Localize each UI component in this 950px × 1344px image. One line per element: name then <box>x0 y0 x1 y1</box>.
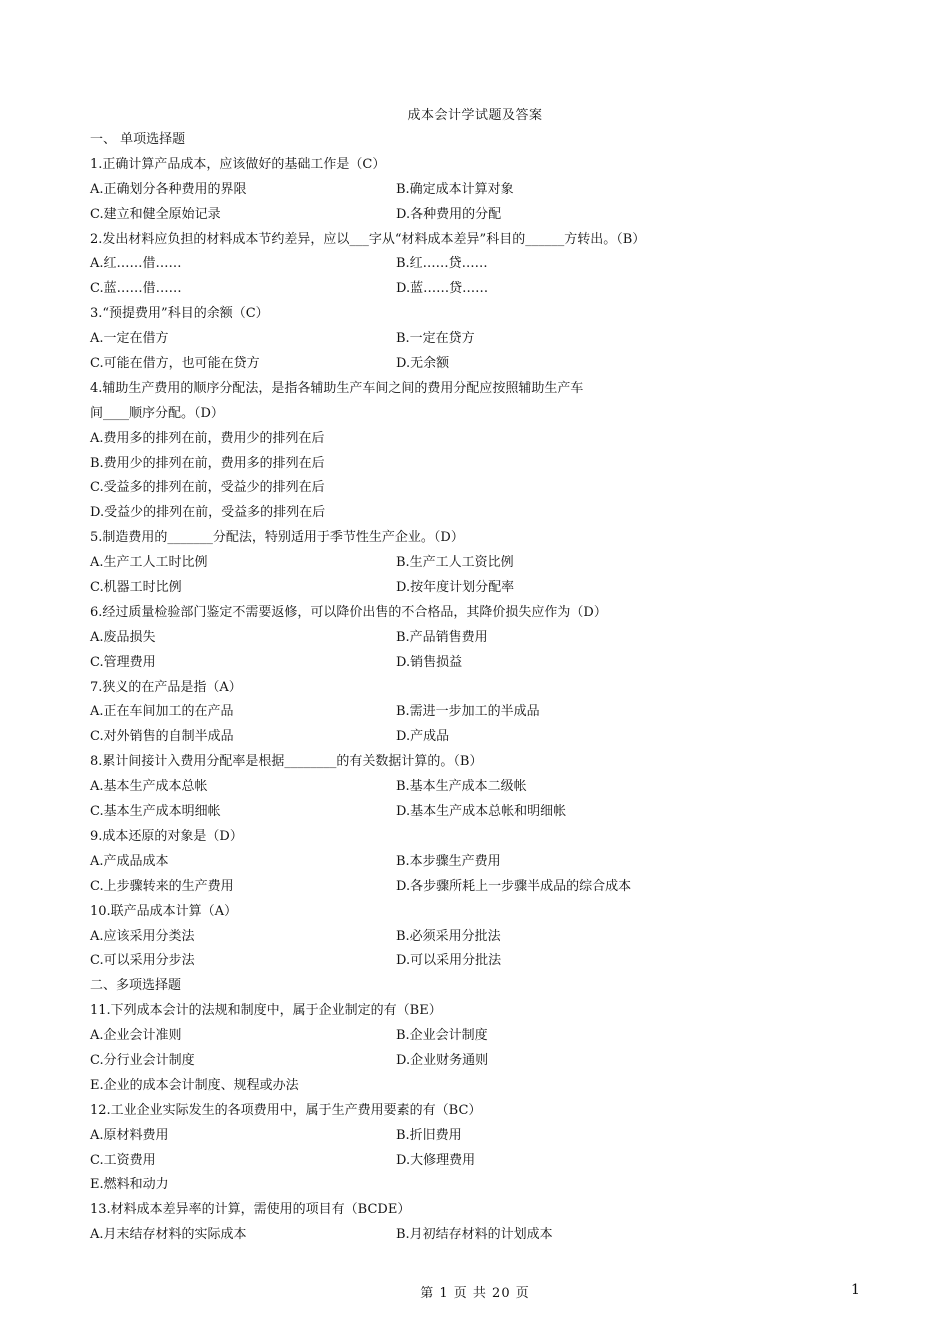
option-right: D.无余额 <box>396 356 450 372</box>
option-right: D.产成品 <box>396 729 450 745</box>
option-right: B.基本生产成本二级帐 <box>396 779 527 795</box>
option-left: A.一定在借方 <box>90 331 169 347</box>
option-right: D.各步骤所耗上一步骤半成品的综合成本 <box>396 878 632 894</box>
option-row <box>90 700 890 725</box>
option-right: B.月初结存材料的计划成本 <box>396 1227 553 1243</box>
option-row <box>90 949 890 974</box>
option-row <box>90 626 890 651</box>
option-left: C.建立和健全原始记录 <box>90 206 221 222</box>
option-left: C.可以采用分步法 <box>90 953 195 969</box>
option-right: B.折旧费用 <box>396 1127 462 1143</box>
option-right: D.企业财务通则 <box>396 1052 489 1068</box>
option-row <box>90 1223 890 1248</box>
option-right: B.企业会计制度 <box>396 1028 488 1044</box>
option-left: C.基本生产成本明细帐 <box>90 804 221 820</box>
document-title: 成本会计学试题及答案 <box>407 108 543 123</box>
text-line: C.受益多的排列在前，受益少的排列在后 <box>90 480 325 496</box>
option-row <box>90 800 890 825</box>
option-right: D.基本生产成本总帐和明细帐 <box>396 804 567 820</box>
option-right: B.确定成本计算对象 <box>396 181 514 197</box>
option-row <box>90 875 890 900</box>
option-left: C.分行业会计制度 <box>90 1052 195 1068</box>
text-line: 10.联产品成本计算（A） <box>90 903 238 919</box>
option-right: B.本步骤生产费用 <box>396 853 501 869</box>
text-line: 6.经过质量检验部门鉴定不需要返修，可以降价出售的不合格品，其降价损失应作为（D） <box>90 604 607 620</box>
option-left: C.可能在借方，也可能在贷方 <box>90 356 260 372</box>
text-line: 7.狭义的在产品是指（A） <box>90 679 242 695</box>
document-body <box>90 128 890 1248</box>
text-line: 1.正确计算产品成本，应该做好的基础工作是（C） <box>90 156 386 172</box>
option-row <box>90 1124 890 1149</box>
option-right: B.必须采用分批法 <box>396 928 501 944</box>
option-left: A.应该采用分类法 <box>90 928 195 944</box>
option-left: A.月末结存材料的实际成本 <box>90 1227 247 1243</box>
option-right: D.按年度计划分配率 <box>396 580 515 596</box>
option-row <box>90 850 890 875</box>
option-left: C.蓝……借…… <box>90 281 182 297</box>
option-row <box>90 925 890 950</box>
text-line: E.燃料和动力 <box>90 1177 169 1193</box>
option-row <box>90 576 890 601</box>
option-left: C.工资费用 <box>90 1152 156 1168</box>
option-right: D.各种费用的分配 <box>396 206 502 222</box>
option-row <box>90 352 890 377</box>
text-line: 13.材料成本差异率的计算，需使用的项目有（BCDE） <box>90 1202 411 1218</box>
text-line: 间____顺序分配。（D） <box>90 405 224 421</box>
text-line: D.受益少的排列在前，受益多的排列在后 <box>90 505 326 521</box>
text-line: 2.发出材料应负担的材料成本节约差异，应以___字从“材料成本差异”科目的______方转出。（B） <box>90 231 646 247</box>
option-row <box>90 252 890 277</box>
option-right: B.需进一步加工的半成品 <box>396 704 540 720</box>
option-left: A.生产工人工时比例 <box>90 555 208 571</box>
page-footer: 第 1 页 共 20 页 <box>420 1286 530 1301</box>
option-row <box>90 1149 890 1174</box>
text-line: 8.累计间接计入费用分配率是根据________的有关数据计算的。（B） <box>90 754 483 770</box>
option-right: D.蓝……贷…… <box>396 281 489 297</box>
option-row <box>90 203 890 228</box>
text-line: 11.下列成本会计的法规和制度中，属于企业制定的有（BE） <box>90 1003 442 1019</box>
option-row <box>90 1049 890 1074</box>
text-line: A.费用多的排列在前，费用少的排列在后 <box>90 430 325 446</box>
page-number: 1 <box>851 1282 860 1298</box>
text-line: 二、多项选择题 <box>90 978 182 994</box>
text-line: 9.成本还原的对象是（D） <box>90 828 243 844</box>
option-right: D.销售损益 <box>396 654 463 670</box>
option-right: B.红……贷…… <box>396 256 488 272</box>
option-left: C.上步骤转来的生产费用 <box>90 878 234 894</box>
option-left: A.正在车间加工的在产品 <box>90 704 234 720</box>
option-left: A.正确划分各种费用的界限 <box>90 181 247 197</box>
text-line: 3.“预提费用”科目的余额（C） <box>90 306 269 322</box>
option-right: B.产品销售费用 <box>396 629 488 645</box>
option-row <box>90 277 890 302</box>
option-row <box>90 1024 890 1049</box>
text-line: 4.辅助生产费用的顺序分配法，是指各辅助生产车间之间的费用分配应按照辅助生产车 <box>90 380 584 396</box>
option-right: B.一定在贷方 <box>396 331 475 347</box>
option-right: B.生产工人工资比例 <box>396 555 514 571</box>
option-row <box>90 775 890 800</box>
option-left: A.企业会计准则 <box>90 1028 182 1044</box>
option-left: A.红……借…… <box>90 256 182 272</box>
option-left: C.机器工时比例 <box>90 580 182 596</box>
text-line: E.企业的成本会计制度、规程或办法 <box>90 1077 299 1093</box>
option-left: A.产成品成本 <box>90 853 169 869</box>
option-right: D.大修理费用 <box>396 1152 476 1168</box>
text-line: 5.制造费用的_______分配法，特别适用于季节性生产企业。（D） <box>90 530 464 546</box>
option-left: A.基本生产成本总帐 <box>90 779 208 795</box>
option-row <box>90 178 890 203</box>
option-left: A.废品损失 <box>90 629 156 645</box>
option-row <box>90 725 890 750</box>
option-row <box>90 551 890 576</box>
text-line: B.费用少的排列在前，费用多的排列在后 <box>90 455 325 471</box>
text-line: 12.工业企业实际发生的各项费用中，属于生产费用要素的有（BC） <box>90 1102 482 1118</box>
option-left: A.原材料费用 <box>90 1127 169 1143</box>
text-line: 一、 单项选择题 <box>90 132 186 147</box>
option-left: C.管理费用 <box>90 654 156 670</box>
option-row <box>90 327 890 352</box>
option-left: C.对外销售的自制半成品 <box>90 729 234 745</box>
option-right: D.可以采用分批法 <box>396 953 502 969</box>
option-row <box>90 651 890 676</box>
